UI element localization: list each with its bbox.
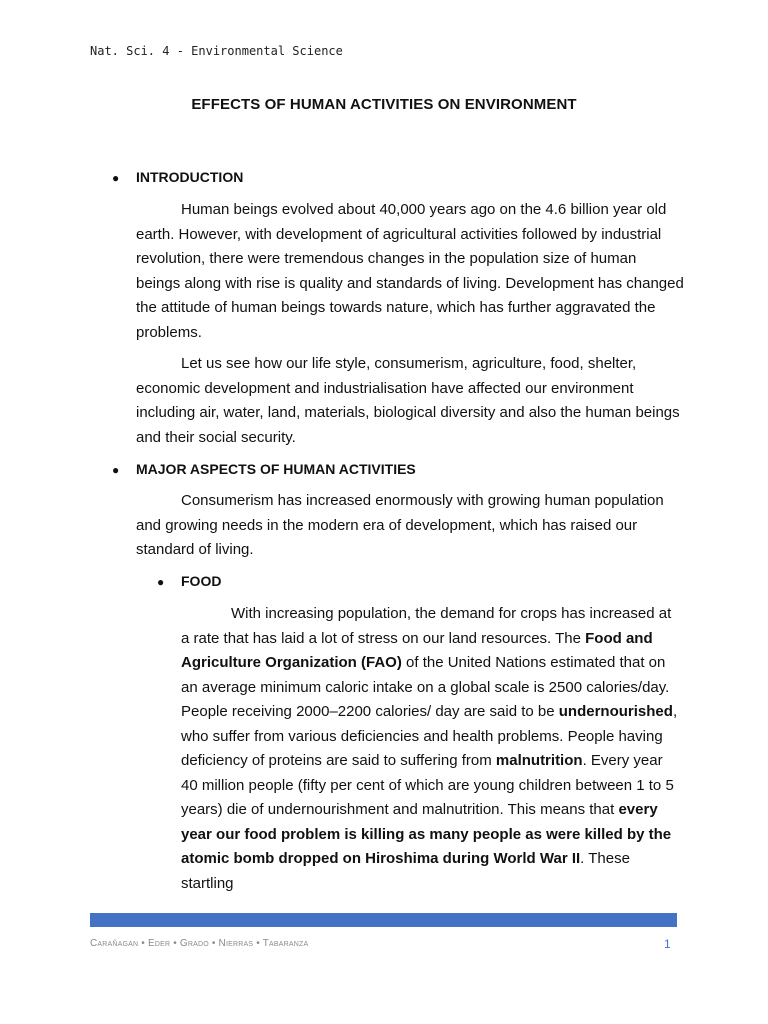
section-heading-introduction [112, 169, 243, 185]
food-bold-malnutrition: malnutrition [495, 752, 583, 769]
introduction-paragraph-2: Let us see how our life style, consumerism, agriculture, food, shelter, economic development and industrialisation have affected our environment including air, water, land, materials, biological diversity and also the human beings and their social security. [136, 355, 680, 446]
introduction-paragraph-1: Human beings evolved about 40,000 years ago on the 4.6 billion year old earth. However, with development of agricultural activities followed by industrial revolution, there were tremendous changes in the population size of human beings along with rise is quality and standards of living. Development has changed the attitude of human beings towards nature, which has further aggravated the problems. [136, 201, 684, 341]
page-number: 1 [664, 937, 671, 951]
food-bold-hiroshima: every year our food problem is killing as many people as were killed by the atomic bomb dropped on Hiroshima during World War II [181, 801, 672, 867]
food-bold-fao: Food and Agriculture Organization (FAO) [181, 629, 653, 671]
bullet-icon: ● [157, 575, 165, 589]
food-text-3: , who suffer from various deficiencies and health problems. People having deficiency of proteins are said to suffering from [181, 703, 678, 769]
subsection-heading-food [157, 573, 221, 589]
major-aspects-paragraph: Consumerism has increased enormously with growing human population and growing needs in the modern era of development, which has raised our standard of living. [136, 492, 664, 558]
food-paragraph [181, 602, 681, 896]
food-text-1: With increasing population, the demand for crops has increased at a rate that has laid a lot of stress on our land resources. The [181, 605, 672, 647]
food-text-4: . Every year 40 million people (fifty per cent of which are young children between 1 to 5 years) die of undernourishment and malnutrition. This means that [181, 752, 674, 818]
footer-authors: Carañagan • Eder • Grado • Nierras • Tabaranza [90, 938, 309, 949]
course-header: Nat. Sci. 4 - Environmental Science [90, 44, 343, 58]
section-heading-label: INTRODUCTION [136, 169, 244, 185]
bullet-icon: ● [112, 463, 120, 477]
subsection-heading-label: FOOD [181, 573, 222, 589]
food-text-5: . These startling [181, 850, 630, 892]
section-heading-major-aspects [112, 461, 416, 477]
section-heading-label: MAJOR ASPECTS OF HUMAN ACTIVITIES [136, 461, 416, 477]
footer-bar [90, 913, 677, 927]
food-bold-undernourished: undernourished [558, 703, 673, 720]
bullet-icon: ● [112, 171, 120, 185]
food-text-2: of the United Nations estimated that on an average minimum caloric intake on a global scale is 2500 calories/day. People receiving 2000–2200 calories/ day are said to be [181, 654, 670, 720]
document-title: EFFECTS OF HUMAN ACTIVITIES ON ENVIRONMENT [191, 96, 577, 113]
